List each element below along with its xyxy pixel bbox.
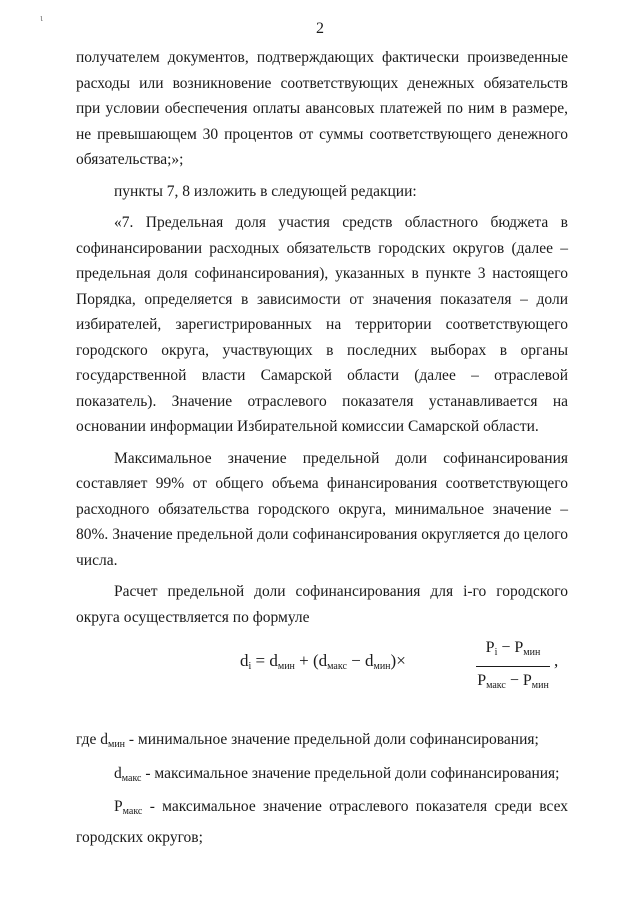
definition-p-max: $P_{макс}$ - максимальное значение отраслевого показателя среди всех городских округов; xyxy=(76,798,568,846)
fraction-numerator: $P_i - P_{мин}$ xyxy=(485,639,541,658)
formula-left-part: $d_i = d_{мин} + (d_{макс} - d_{мин})\times$ xyxy=(240,651,406,672)
definition-d-min: где $d_{мин}$ - минимальное значение предельной доли софинансирования; xyxy=(76,731,539,750)
definition-d-max: $d_{макс}$ - максимальное значение предельной доли софинансирования; xyxy=(114,764,560,784)
formula-fraction xyxy=(476,637,550,697)
definitions xyxy=(76,727,568,853)
formula xyxy=(0,637,640,697)
fraction-bar xyxy=(476,666,550,667)
scan-mark: ι xyxy=(40,12,43,24)
paragraph-3: «7. Предельная доля участия средств областного бюджета в софинансировании расходных обязательств городских округов (далее – предельная доля софинансирования), указанных в пункте 3 настоящего Порядка, определяется в зависимости от значения показателя – доли избирателей, зарегистрированных на территории соответствующего городского округа, участвующих в последних выборах в органы государственной власти Самарской области (далее – отраслевой показатель). Значение отраслевого показателя устанавливается на основании информации Избирательной комиссии Самарской области. xyxy=(76,214,568,435)
paragraph-4: Максимальное значение предельной доли софинансирования составляет 99% от общего объема финансирования соответствующего расходного обязательства городского округа, минимальное значение – 80%. Значение предельной доли софинансирования округляется до целого числа. xyxy=(76,449,568,569)
page-number: 2 xyxy=(316,20,324,37)
paragraph-5: Расчет предельной доли софинансирования для i-го городского округа осуществляется по формуле xyxy=(76,583,568,626)
paragraph-1: получателем документов, подтверждающих фактически произведенные расходы или возникновение соответствующих денежных обязательств при условии обеспечения оплаты авансовых платежей по ним в размере, не превышающем 30 процентов от суммы соответствующего денежного обязательства;»; xyxy=(76,49,568,168)
formula-comma: , xyxy=(554,651,559,670)
fraction-denominator: $P_{макс} - P_{мин}$ xyxy=(477,672,549,691)
document-body xyxy=(76,45,568,630)
paragraph-2: пункты 7, 8 изложить в следующей редакции: xyxy=(114,182,417,200)
